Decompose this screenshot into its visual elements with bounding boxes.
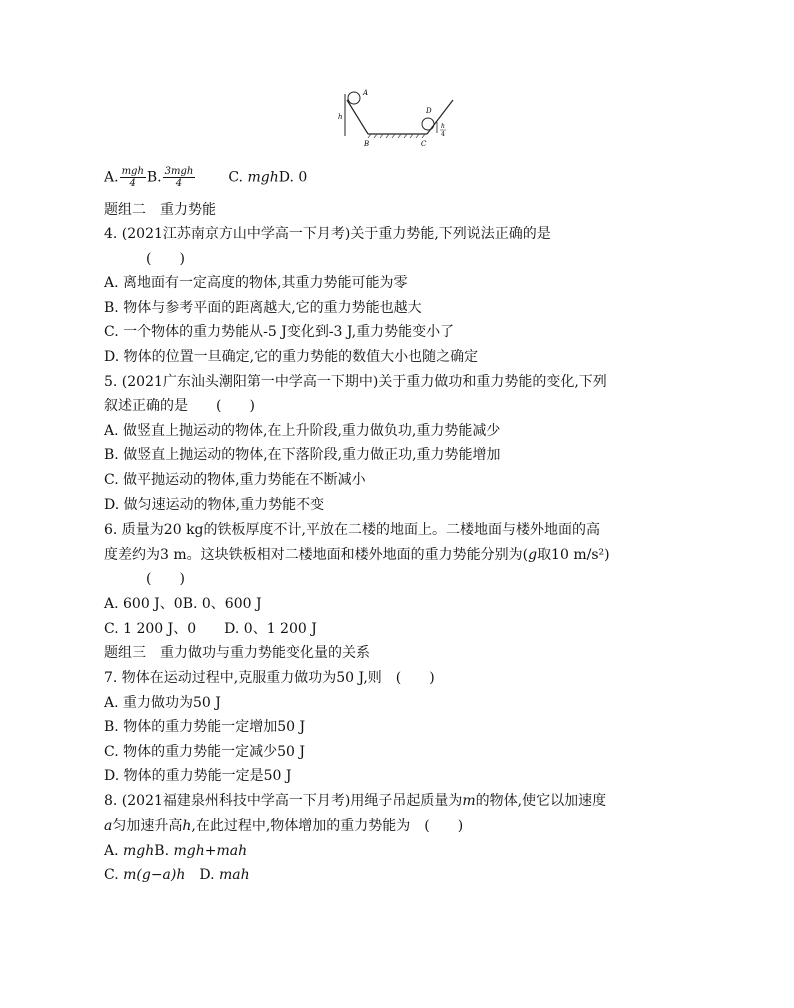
ball-a [348, 92, 360, 104]
q4-option-d: D. 物体的位置一旦确定,它的重力势能的数值大小也随之确定 [104, 349, 479, 365]
q6-stem-line2 [104, 546, 610, 564]
q7-stem: 7. 物体在运动过程中,克服重力做功为50 J,则 ( ) [104, 670, 435, 686]
q3-option-b-fraction [163, 166, 196, 189]
q3-option-d: D. 0 [278, 169, 308, 186]
q4-option-b: B. 物体与参考平面的距离越大,它的重力势能也越大 [104, 300, 422, 316]
q8-h-var: h [182, 818, 192, 834]
q8-option-a-prefix: A. [104, 843, 119, 859]
q6-options-row2: C. 1 200 J、0 D. 0、1 200 J [104, 621, 317, 637]
q8-a-var: a [104, 818, 113, 834]
q5-stem-line1: 5. (2021广东汕头潮阳第一中学高一下期中)关于重力做功和重力势能的变化,下列 [104, 374, 607, 390]
ramp-ab [347, 100, 368, 134]
q3-option-a-fraction [120, 166, 146, 189]
floor-hatch [368, 134, 425, 138]
q7-option-a: A. 重力做功为50 J [104, 695, 221, 711]
q8-option-d: mah [219, 867, 250, 883]
q5-option-c: C. 做平抛运动的物体,重力势能在不断减小 [104, 472, 366, 488]
q3-b-den: 4 [175, 178, 183, 189]
label-c: C [421, 140, 427, 148]
q5-stem-line2: 叙述正确的是 ( ) [104, 398, 255, 414]
q5-option-b: B. 做竖直上抛运动的物体,在下落阶段,重力做正功,重力势能增加 [104, 447, 501, 463]
q8-stem-part-a: 8. (2021福建泉州科技中学高一下月考)用绳子吊起质量为 [104, 793, 463, 809]
q4-option-c: C. 一个物体的重力势能从-5 J变化到-3 J,重力势能变小了 [104, 324, 455, 340]
q6-options-row1: A. 600 J、0B. 0、600 J [104, 596, 262, 612]
label-a: A [363, 89, 369, 97]
q7-option-d: D. 物体的重力势能一定是50 J [104, 768, 292, 784]
q3-a-num: mgh [121, 166, 144, 177]
q3-a-den: 4 [129, 178, 136, 189]
ball-d [422, 118, 434, 130]
q8-stem-end: ,在此过程中,物体增加的重力势能为 ( ) [191, 818, 464, 834]
label-h4-num: h [441, 123, 445, 130]
q3-options [104, 166, 307, 189]
q8-option-b: mgh+mah [173, 843, 248, 859]
q8-option-b-prefix: B. [154, 843, 170, 859]
track-diagram [335, 86, 465, 152]
q7-option-c: C. 物体的重力势能一定减少50 J [104, 744, 305, 760]
q6-stem-line1: 6. 质量为20 kg的铁板厚度不计,平放在二楼的地面上。二楼地面与楼外地面的高 [104, 522, 600, 538]
q8-stem-mid: 匀加速升高 [112, 818, 183, 834]
q4-stem: 4. (2021江苏南京方山中学高一下月考)关于重力势能,下列说法正确的是 [104, 226, 551, 242]
q5-option-a: A. 做竖直上抛运动的物体,在上升阶段,重力做负功,重力势能减少 [104, 423, 501, 439]
q3-b-num: 3mgh [164, 166, 194, 177]
q8-option-c: m(g−a)h [123, 867, 186, 883]
label-h4-den: 4 [441, 131, 445, 138]
q8-options-row2 [104, 866, 250, 884]
q4-answer-paren: ( ) [146, 251, 185, 267]
q3-option-a-prefix: A. [104, 169, 119, 186]
q4-option-a: A. 离地面有一定高度的物体,其重力势能可能为零 [104, 275, 408, 291]
q3-option-c: mgh [247, 169, 279, 186]
q6-stem-part-a: 度差约为3 m。这块铁板相对二楼地面和楼外地面的重力势能分别为( [104, 547, 529, 563]
q6-stem-part-b: 取10 m/s²) [537, 547, 610, 563]
q8-stem-line2 [104, 817, 463, 835]
q6-g-var: g [528, 547, 538, 563]
q5-option-d: D. 做匀速运动的物体,重力势能不变 [104, 497, 325, 513]
q8-option-a: mgh [123, 843, 155, 859]
section-heading-2: 题组二 重力势能 [104, 202, 216, 218]
label-h: h [338, 113, 343, 121]
q7-option-b: B. 物体的重力势能一定增加50 J [104, 719, 306, 735]
label-d: D [426, 107, 432, 115]
q8-stem-line1 [104, 792, 606, 810]
q3-option-b-prefix: B. [146, 169, 162, 186]
q8-option-d-prefix: D. [199, 867, 215, 883]
q6-answer-paren: ( ) [146, 571, 185, 587]
q8-m-var: m [462, 793, 476, 809]
section-heading-3: 题组三 重力做功与重力势能变化量的关系 [104, 645, 370, 661]
q8-options-row1 [104, 842, 247, 860]
q8-option-c-prefix: C. [104, 867, 119, 883]
q3-option-c-prefix: C. [228, 169, 243, 186]
q8-stem-part-b: 的物体,使它以加速度 [475, 793, 607, 809]
label-b: B [364, 140, 370, 148]
